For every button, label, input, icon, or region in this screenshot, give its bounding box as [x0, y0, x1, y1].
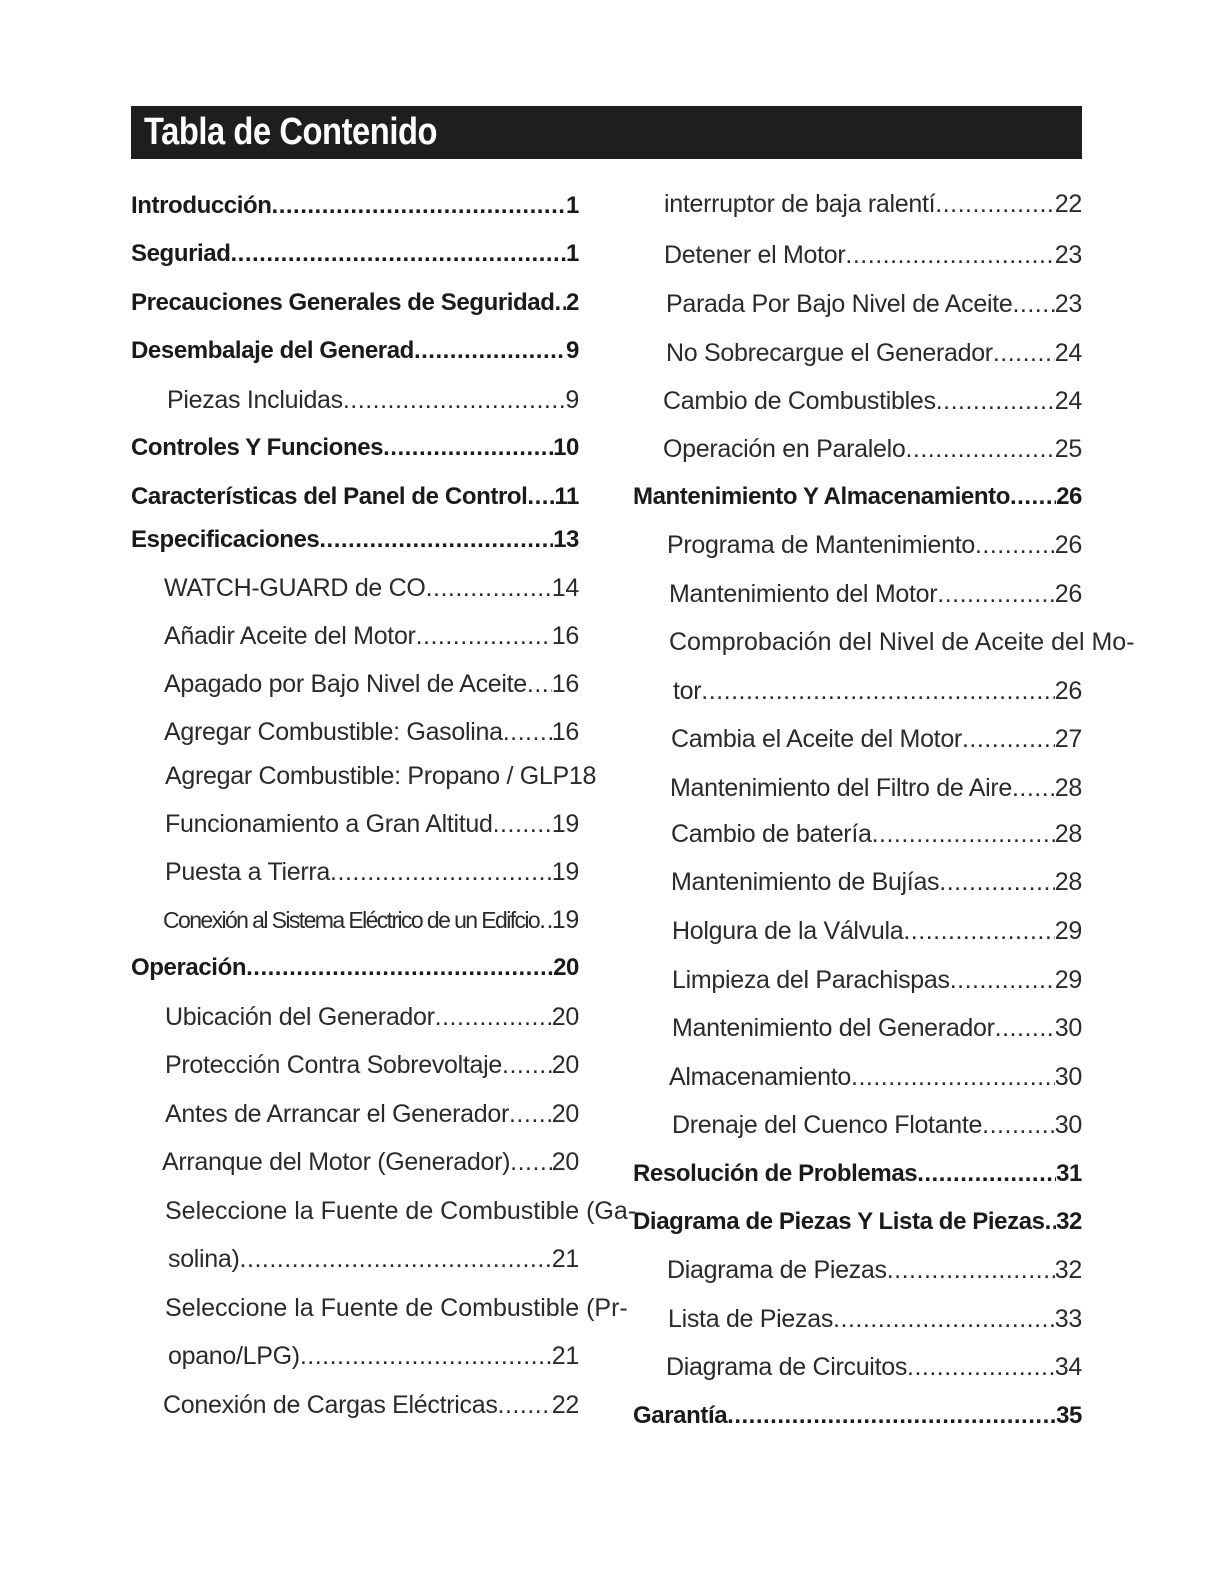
toc-entry-label: Detener el Motor [664, 241, 846, 269]
toc-page-number: 28 [1054, 868, 1082, 896]
toc-leader-dots [509, 1098, 552, 1130]
toc-page-number: 25 [1054, 435, 1082, 463]
toc-leader-dots [907, 1351, 1055, 1383]
toc-entry[interactable] [165, 1292, 628, 1324]
toc-entry-label: Controles Y Funciones [131, 434, 384, 461]
toc-leader-dots [527, 481, 554, 513]
toc-entry[interactable] [668, 1303, 1082, 1335]
toc-entry[interactable] [663, 433, 1082, 465]
toc-leader-dots [887, 1254, 1055, 1286]
toc-leader-dots [272, 190, 567, 222]
toc-page-number: 20 [551, 1100, 579, 1128]
toc-entry-label: Funcionamiento a Gran Altitud [165, 810, 493, 838]
toc-page-number: 29 [1054, 917, 1082, 945]
toc-entry-label: No Sobrecargue el Generador [666, 339, 993, 367]
toc-entry[interactable] [672, 1109, 1082, 1141]
toc-leader-dots [231, 238, 567, 270]
toc-leader-dots [939, 866, 1055, 898]
toc-page-number: 13 [553, 526, 579, 553]
toc-leader-dots [982, 1109, 1055, 1141]
toc-entry[interactable] [163, 904, 579, 936]
toc-entry[interactable] [131, 287, 579, 319]
toc-entry-label: Puesta a Tierra [165, 858, 331, 886]
toc-entry-label: tor [673, 677, 702, 705]
toc-leader-dots [1010, 481, 1056, 513]
toc-page-number: 28 [1054, 820, 1082, 848]
toc-entry-label: Drenaje del Cuenco Flotante [672, 1111, 983, 1139]
toc-entry-label: Agregar Combustible: Propano / GLP [165, 762, 569, 790]
toc-entry[interactable] [671, 818, 1082, 850]
toc-entry[interactable] [633, 481, 1082, 513]
toc-leader-dots [701, 675, 1055, 707]
toc-page-number: 22 [1054, 190, 1082, 218]
toc-entry-label: Almacenamiento [669, 1063, 852, 1091]
toc-page-number: 30 [1054, 1111, 1082, 1139]
toc-page-number: 29 [1054, 966, 1082, 994]
toc-entry[interactable] [162, 1146, 579, 1178]
toc-entry-label: Precauciones Generales de Seguridad [131, 289, 555, 316]
toc-entry-label: Agregar Combustible: Gasolina [164, 718, 503, 746]
toc-entry-label: Mantenimiento del Filtro de Aire [670, 774, 1012, 802]
toc-entry-label: Cambio de Combustibles [663, 387, 936, 415]
toc-page-number: 20 [551, 1051, 579, 1079]
toc-entry[interactable] [131, 952, 579, 984]
toc-page-number: 22 [551, 1391, 579, 1419]
toc-page-number: 20 [551, 1003, 579, 1031]
toc-entry[interactable] [163, 1389, 579, 1421]
toc-entry[interactable] [164, 620, 579, 652]
toc-leader-dots [845, 239, 1054, 271]
toc-entry[interactable] [672, 1012, 1082, 1044]
toc-entry-label: Seleccione la Fuente de Combustible (Pr- [165, 1294, 628, 1322]
toc-entry[interactable] [673, 675, 1082, 707]
toc-page-number: 19 [551, 906, 579, 934]
toc-leader-dots [995, 1012, 1055, 1044]
toc-entry-label: Características del Panel de Control [131, 483, 528, 510]
toc-leader-dots [510, 1146, 552, 1178]
toc-page-number: 9 [565, 386, 579, 414]
toc-leader-dots [917, 1158, 1056, 1190]
toc-entry[interactable] [168, 1340, 579, 1372]
toc-page-number: 1 [566, 192, 579, 219]
toc-page-number: 16 [551, 622, 579, 650]
toc-leader-dots [851, 1061, 1055, 1093]
toc-entry-label: Resolución de Problemas [633, 1160, 918, 1187]
toc-entry-label: Holgura de la Válvula [672, 917, 904, 945]
toc-leader-dots [555, 287, 567, 319]
toc-entry-label: Limpieza del Parachispas [672, 966, 950, 994]
toc-entry[interactable] [672, 964, 1082, 996]
toc-leader-dots [503, 716, 552, 748]
toc-page-number: 20 [551, 1148, 579, 1176]
toc-entry[interactable] [131, 432, 579, 464]
toc-entry[interactable] [131, 238, 579, 270]
toc-page-number: 14 [551, 574, 579, 602]
toc-page-number: 24 [1054, 339, 1082, 367]
toc-entry[interactable] [633, 1158, 1082, 1190]
toc-entry[interactable] [633, 1400, 1082, 1432]
toc-page-number: 30 [1054, 1063, 1082, 1091]
toc-leader-dots [426, 572, 552, 604]
toc-page-number: 35 [1056, 1402, 1082, 1429]
toc-page-number: 26 [1054, 531, 1082, 559]
toc-page-number: 24 [1054, 387, 1082, 415]
toc-entry[interactable] [666, 337, 1082, 369]
toc-page-number: 19 [551, 810, 579, 838]
toc-page-number: 26 [1054, 580, 1082, 608]
toc-leader-dots [950, 964, 1055, 996]
toc-entry-label: Cambia el Aceite del Motor [671, 725, 962, 753]
toc-page-number: 28 [1054, 774, 1082, 802]
toc-entry-label: Apagado por Bajo Nivel de Aceite [164, 670, 527, 698]
toc-entry-label: interruptor de baja ralentí [664, 190, 936, 218]
toc-leader-dots [498, 1389, 552, 1421]
toc-entry[interactable] [667, 529, 1082, 561]
toc-entry[interactable] [663, 385, 1082, 417]
toc-entry-label: Mantenimiento de Bujías [671, 868, 940, 896]
toc-entry-label: Conexión de Cargas Eléctricas [163, 1391, 498, 1419]
toc-entry-label: Introducción [131, 192, 272, 219]
toc-entry-label: Especificaciones [131, 526, 320, 553]
toc-page-number: 27 [1054, 725, 1082, 753]
toc-entry[interactable] [165, 1195, 637, 1227]
toc-page-number: 26 [1056, 483, 1082, 510]
toc-page-number: 31 [1056, 1160, 1082, 1187]
toc-entry-label: Garantía [633, 1402, 728, 1429]
toc-page-number: 11 [554, 483, 579, 510]
toc-leader-dots [383, 432, 553, 464]
toc-entry-label: Añadir Aceite del Motor [164, 622, 416, 650]
toc-entry-label: opano/LPG) [168, 1342, 300, 1370]
toc-page-number: 23 [1054, 290, 1082, 318]
toc-entry-label: Diagrama de Piezas Y Lista de Piezas [633, 1208, 1045, 1235]
toc-entry-label: Ubicación del Generador [165, 1003, 435, 1031]
toc-entry-label: Protección Contra Sobrevoltaje [165, 1051, 503, 1079]
toc-leader-dots [493, 808, 552, 840]
toc-entry[interactable] [671, 723, 1082, 755]
toc-entry-label: Operación en Paralelo [663, 435, 906, 463]
toc-leader-dots [300, 1340, 552, 1372]
toc-page-number: 34 [1054, 1353, 1082, 1381]
toc-entry-label: Arranque del Motor (Generador) [162, 1148, 511, 1176]
toc-entry[interactable] [165, 856, 579, 888]
toc-entry[interactable] [669, 578, 1082, 610]
toc-entry[interactable] [165, 1001, 579, 1033]
toc-entry[interactable] [667, 1254, 1082, 1286]
toc-page-number: 21 [551, 1342, 579, 1370]
toc-entry[interactable] [131, 481, 579, 513]
toc-entry-label: Mantenimiento Y Almacenamiento [633, 483, 1010, 510]
toc-entry-label: Seleccione la Fuente de Combustible (Ga- [165, 1197, 637, 1225]
toc-entry-label: Antes de Arrancar el Generador [165, 1100, 509, 1128]
toc-entry[interactable] [671, 866, 1082, 898]
toc-entry[interactable] [666, 1351, 1082, 1383]
toc-leader-dots [1012, 288, 1054, 320]
toc-entry[interactable] [664, 239, 1082, 271]
toc-entry[interactable] [672, 915, 1082, 947]
toc-leader-dots [935, 188, 1055, 220]
page-title: Tabla de Contenido [144, 111, 438, 153]
toc-entry-label: Cambio de batería [671, 820, 872, 848]
toc-entry-label: WATCH-GUARD de CO [164, 574, 426, 602]
toc-entry[interactable] [670, 772, 1082, 804]
toc-entry-label: Mantenimiento del Motor [669, 580, 938, 608]
toc-leader-dots [936, 385, 1055, 417]
toc-entry[interactable] [165, 760, 597, 792]
toc-page-number: 16 [551, 718, 579, 746]
toc-entry[interactable] [131, 524, 579, 556]
toc-entry[interactable] [664, 188, 1082, 220]
toc-page-number: 9 [566, 337, 579, 364]
toc-leader-dots [527, 668, 552, 700]
toc-entry-label: Piezas Incluidas [167, 386, 343, 414]
toc-leader-dots [905, 433, 1054, 465]
toc-entry-label: Comprobación del Nivel de Aceite del Mo- [669, 628, 1135, 656]
toc-entry[interactable] [164, 716, 579, 748]
toc-leader-dots [975, 529, 1055, 561]
toc-entry-label: Mantenimiento del Generador [672, 1014, 995, 1042]
toc-page-number: 16 [551, 670, 579, 698]
toc-leader-dots [343, 384, 566, 416]
toc-leader-dots [937, 578, 1055, 610]
toc-leader-dots [872, 818, 1055, 850]
toc-entry-label: Operación [131, 954, 247, 981]
toc-page-number: 23 [1054, 241, 1082, 269]
toc-page-number: 21 [551, 1245, 579, 1273]
toc-entry[interactable] [165, 808, 579, 840]
toc-entry[interactable] [164, 572, 579, 604]
toc-page-number: 30 [1054, 1014, 1082, 1042]
toc-leader-dots [414, 335, 566, 367]
toc-entry[interactable] [131, 190, 579, 222]
toc-entry[interactable] [167, 384, 579, 416]
toc-leader-dots [416, 620, 552, 652]
toc-page-number: 2 [566, 289, 579, 316]
toc-page-number: 33 [1054, 1305, 1082, 1333]
toc-entry[interactable] [165, 1049, 579, 1081]
toc-entry-label: solina) [168, 1245, 240, 1273]
toc-entry-label: Parada Por Bajo Nivel de Aceite [666, 290, 1013, 318]
toc-entry[interactable] [669, 626, 1135, 658]
toc-entry-label: Lista de Piezas [668, 1305, 834, 1333]
toc-entry-label: Programa de Mantenimiento [667, 531, 975, 559]
toc-entry[interactable] [669, 1061, 1082, 1093]
toc-leader-dots [539, 904, 552, 936]
toc-leader-dots [962, 723, 1055, 755]
toc-page-number: 26 [1054, 677, 1082, 705]
toc-leader-dots [319, 524, 553, 556]
toc-leader-dots [833, 1303, 1055, 1335]
toc-page-number: 32 [1054, 1256, 1082, 1284]
toc-leader-dots [993, 337, 1055, 369]
toc-leader-dots [330, 856, 552, 888]
toc-title-bar [131, 106, 1082, 159]
toc-page-number: 19 [551, 858, 579, 886]
toc-entry[interactable] [168, 1243, 579, 1275]
toc-leader-dots [246, 952, 553, 984]
toc-leader-dots [903, 915, 1054, 947]
toc-entry[interactable] [131, 335, 579, 367]
toc-entry-label: Diagrama de Circuitos [666, 1353, 908, 1381]
toc-page-number: 10 [553, 434, 579, 461]
toc-page-number: 20 [553, 954, 579, 981]
toc-leader-dots [502, 1049, 552, 1081]
toc-leader-dots [727, 1400, 1056, 1432]
toc-page-number: 32 [1056, 1208, 1082, 1235]
toc-leader-dots [1012, 772, 1055, 804]
toc-entry-label: Conexión al Sistema Eléctrico de un Edifcio [163, 907, 540, 933]
toc-entry[interactable] [633, 1206, 1082, 1238]
toc-entry-label: Desembalaje del Generad [131, 337, 414, 364]
toc-entry[interactable] [165, 1098, 579, 1130]
toc-entry[interactable] [164, 668, 579, 700]
toc-page-number: 1 [566, 240, 579, 267]
toc-page-number: 18 [568, 762, 597, 790]
toc-entry-label: Diagrama de Piezas [667, 1256, 887, 1284]
toc-entry[interactable] [666, 288, 1082, 320]
toc-entry-label: Seguriad [131, 240, 231, 267]
toc-leader-dots [1045, 1206, 1056, 1238]
toc-leader-dots [240, 1243, 552, 1275]
toc-leader-dots [435, 1001, 552, 1033]
